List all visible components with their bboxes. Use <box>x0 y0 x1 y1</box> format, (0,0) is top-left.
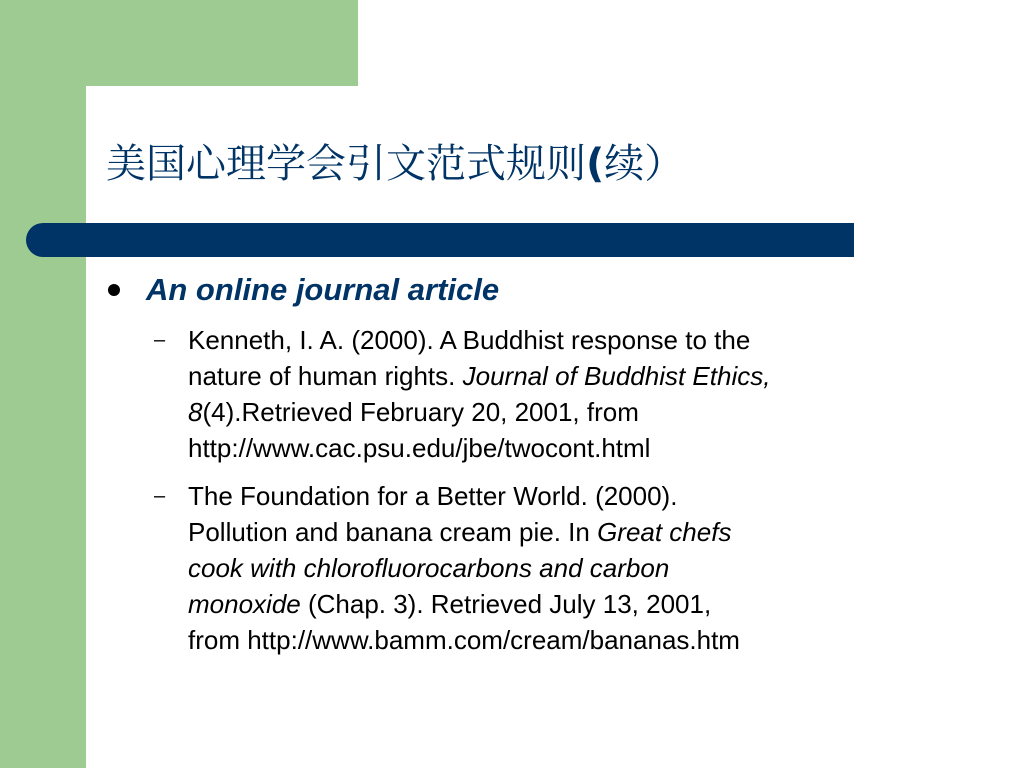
title-paren: ( <box>586 141 605 187</box>
ref-text: (Chap. 3). Retrieved July 13, 2001, <box>300 589 712 619</box>
bullet-dot-icon <box>108 284 120 296</box>
ref-text: (4).Retrieved February 20, 2001, from <box>202 397 639 427</box>
slide-title <box>106 140 684 188</box>
title-tail: 续） <box>604 141 685 187</box>
reference-item <box>154 322 978 466</box>
bullet-item <box>108 270 499 310</box>
ref-volume: 8 <box>188 397 203 427</box>
ref-book-title: monoxide <box>188 589 301 619</box>
ref-text: Kenneth, I. A. (2000). A Buddhist response to the <box>188 325 751 355</box>
ref-text: The Foundation for a Better World. (2000). <box>188 481 678 511</box>
left-accent-band <box>0 0 86 768</box>
ref-book-title: cook with chlorofluorocarbons and carbon <box>188 553 670 583</box>
dash-icon: – <box>154 329 166 351</box>
ref-text: Pollution and banana cream pie. In <box>188 517 598 547</box>
title-main: 美国心理学会引文范式规则 <box>106 141 586 187</box>
ref-url: http://www.cac.psu.edu/jbe/twocont.html <box>188 433 651 463</box>
ref-text: nature of human rights. <box>188 361 463 391</box>
bullet-text: An online journal article <box>146 272 500 307</box>
reference-item <box>154 478 978 658</box>
top-accent-band <box>0 0 358 86</box>
ref-book-title: Great chefs <box>597 517 732 547</box>
dash-icon: – <box>154 485 166 507</box>
ref-url: from http://www.bamm.com/cream/bananas.htm <box>188 625 740 655</box>
ref-journal: Journal of Buddhist Ethics, <box>462 361 771 391</box>
title-underline-bar <box>26 223 854 257</box>
